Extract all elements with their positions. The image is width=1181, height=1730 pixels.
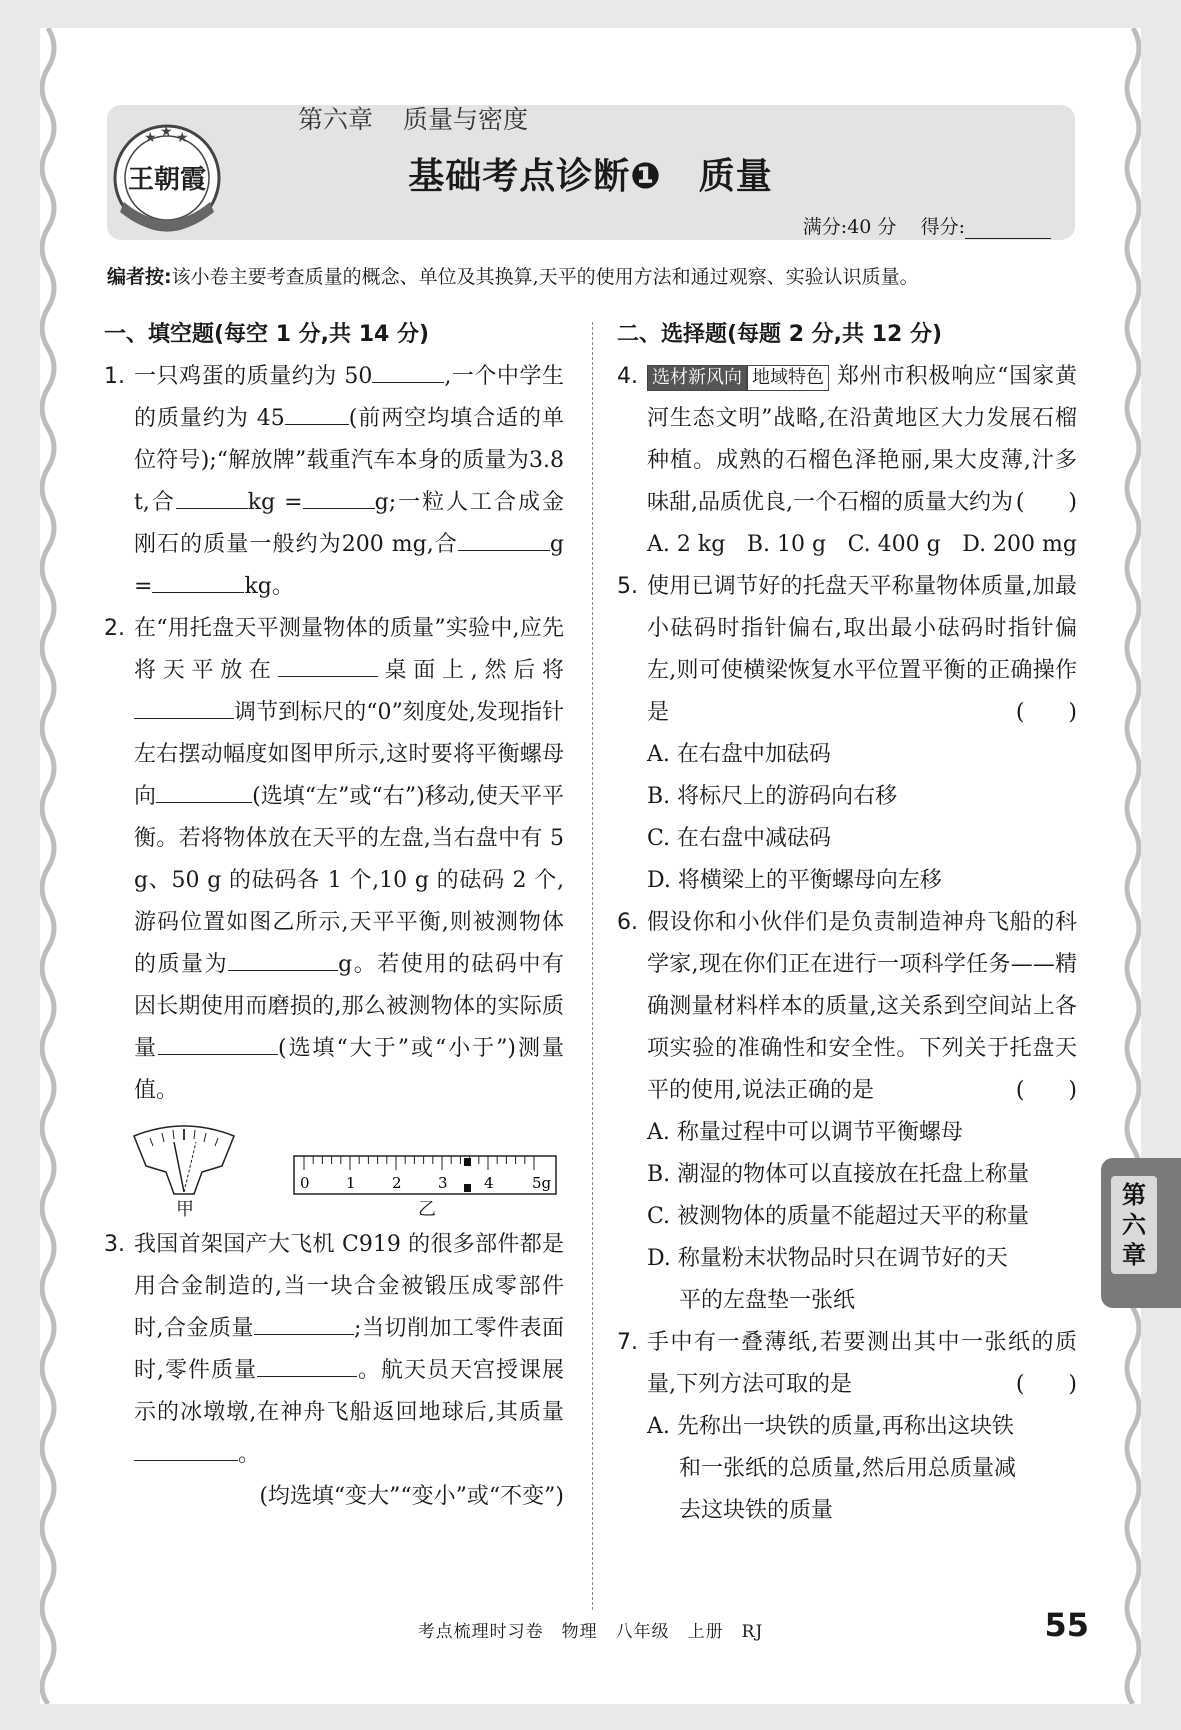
score-line — [803, 212, 1051, 239]
question-number: 5. — [617, 574, 638, 599]
answer-paren[interactable]: ( ) — [1015, 1078, 1077, 1103]
q2-text: g。若使用的砝码中有因长期使用而磨损的,那么被测物体的实际质量 — [134, 952, 564, 1061]
question-5 — [617, 566, 1077, 734]
ruler-labels — [300, 1174, 552, 1192]
q3-text: ;当切削加工零件表面时,零件质量 — [134, 1316, 564, 1383]
editor-note-text: 该小卷主要考查质量的概念、单位及其换算,天平的使用方法和通过观察、实验认识质量。 — [171, 266, 919, 288]
column-divider — [592, 322, 593, 1610]
footer-text: 考点梳理时习卷 物理 八年级 上册 RJ — [417, 1622, 764, 1642]
q1-text: (前两空均填合适的单位符号);“解放牌”载重汽车本身的质量为3.8 t,合 — [134, 406, 564, 515]
q1-blank-4[interactable] — [303, 482, 375, 509]
chapter-side-tab[interactable] — [1101, 1158, 1181, 1308]
figures-jia-yi — [104, 1112, 564, 1224]
answer-paren[interactable]: ( ) — [1015, 1372, 1077, 1397]
ruler-label: 3 — [438, 1174, 448, 1192]
ruler-scale-figure — [292, 1154, 560, 1198]
q3-text: 。航天员天宫授课展示的冰墩墩,在神舟飞船返回地球后,其质量 — [134, 1358, 564, 1425]
question-number: 2. — [104, 616, 125, 641]
q3-note: (均选填“变大”“变小”或“不变”) — [259, 1484, 564, 1509]
side-tab-label: 第六章 — [1111, 1176, 1157, 1274]
editor-note — [107, 262, 1087, 289]
ruler-label: 2 — [392, 1174, 402, 1192]
q7-option-a-cont: 去这块铁的质量 — [679, 1498, 834, 1523]
q6-option-d[interactable]: D. 称量粉末状物品时只在调节好的天 — [647, 1246, 1008, 1271]
q7-option-a-cont: 和一张纸的总质量,然后用总质量减 — [679, 1456, 1016, 1481]
question-number: 1. — [104, 364, 125, 389]
q2-text: (选填“左”或“右”)移动,使天平平衡。若将物体放在天平的左盘,当右盘中有 5 g、50 g 的砝码各 1 个,10 g 的砝码 2 个,游码位置如图乙所示,天平平衡,则被测物体的质量为 — [134, 784, 564, 977]
q7-text: 手中有一叠薄纸,若要测出其中一张纸的质量,下列方法可取的是 — [647, 1330, 1077, 1397]
tag-regional: 地域特色 — [747, 365, 829, 391]
q6-text: 假设你和小伙伴们是负责制造神舟飞船的科学家,现在你们正在进行一项科学任务——精确测量材料样本的质量,这关系到空间站上各项实验的准确性和安全性。下列关于托盘天平的使用,说法正确的是 — [647, 910, 1077, 1103]
q4-option-b[interactable]: B. 10 g — [746, 532, 827, 557]
chapter-line — [298, 100, 550, 136]
q6-option-c[interactable]: C. 被测物体的质量不能超过天平的称量 — [647, 1204, 1030, 1229]
q2-text: (选填“大于”或“小于”)测量值。 — [134, 1036, 564, 1103]
tag-new-material: 选材新风向 — [647, 365, 747, 391]
q1-blank-5[interactable] — [458, 524, 550, 551]
svg-text:★: ★ — [144, 130, 157, 146]
page-number: 55 — [1044, 1606, 1089, 1644]
question-7 — [617, 1322, 1077, 1406]
svg-text:★: ★ — [160, 124, 173, 140]
q1-text: g = — [134, 532, 564, 599]
q5-option-c[interactable]: C. 在右盘中减砝码 — [647, 826, 832, 851]
question-4 — [617, 356, 1077, 524]
q5-option-d[interactable]: D. 将横梁上的平衡螺母向左移 — [647, 868, 942, 893]
q1-blank-6[interactable] — [152, 566, 244, 593]
q2-text: 在“用托盘天平测量物体的质量”实验中,应先将天平放在 — [134, 616, 564, 683]
q4-options — [617, 524, 1077, 566]
q4-option-a[interactable]: A. 2 kg — [647, 532, 726, 557]
section1-title: 一、填空题(每空 1 分,共 14 分) — [104, 322, 430, 347]
right-column — [617, 314, 1077, 1532]
q2-blank-2[interactable] — [134, 692, 234, 719]
q2-text: 调节到标尺的“0”刻度处,发现指针左右摆动幅度如图甲所示,这时要将平衡螺母向 — [134, 700, 564, 809]
q1-text: g;一粒人工合成金刚石的质量一般约为200 mg,合 — [134, 490, 564, 557]
question-number: 6. — [617, 910, 638, 935]
pointer-scale-figure — [132, 1122, 236, 1196]
q5-text: 使用已调节好的托盘天平称量物体质量,加最小砝码时指针偏右,取出最小砝码时指针偏左,则可使横梁恢复水平位置平衡的正确操作是 — [647, 574, 1077, 725]
chapter-number: 第六章 — [298, 105, 374, 134]
ruler-label: 0 — [300, 1174, 310, 1192]
q3-text: 我国首架国产大飞机 C919 的很多部件都是用合金制造的,当一块合金被锻压成零部件时,合金质量 — [134, 1232, 564, 1341]
wavy-border-left — [40, 28, 80, 1704]
wavy-border-right — [1101, 28, 1141, 1704]
answer-paren[interactable]: ( ) — [1015, 700, 1077, 725]
q3-blank-2[interactable] — [257, 1350, 357, 1377]
question-2 — [104, 608, 564, 1112]
figure-label-jia: 甲 — [176, 1199, 194, 1220]
q6-option-d-cont: 平的左盘垫一张纸 — [679, 1288, 856, 1313]
q1-blank-2[interactable] — [285, 398, 349, 425]
q4-option-c[interactable]: C. 400 g — [847, 532, 941, 557]
ruler-label: 5g — [532, 1174, 552, 1192]
section2-title: 二、选择题(每题 2 分,共 12 分) — [617, 322, 943, 347]
q1-blank-1[interactable] — [372, 356, 444, 383]
q1-text: kg。 — [244, 574, 294, 599]
ruler-label: 1 — [346, 1174, 356, 1192]
svg-text:★: ★ — [176, 130, 189, 146]
answer-paren[interactable]: ( ) — [1015, 490, 1077, 515]
q1-blank-3[interactable] — [176, 482, 248, 509]
q3-blank-1[interactable] — [254, 1308, 354, 1335]
question-number: 7. — [617, 1330, 638, 1355]
question-1 — [104, 356, 564, 608]
q3-text: 。 — [238, 1442, 261, 1467]
q1-text: ,一个中学生的质量约为 45 — [134, 364, 564, 431]
q2-blank-3[interactable] — [156, 776, 252, 803]
q2-text: 桌面上,然后将 — [377, 658, 564, 683]
q1-text: 一只鸡蛋的质量约为 50 — [134, 364, 373, 389]
q6-option-a[interactable]: A. 称量过程中可以调节平衡螺母 — [647, 1120, 963, 1145]
q2-blank-4[interactable] — [228, 944, 338, 971]
question-number: 3. — [104, 1232, 125, 1257]
ruler-label: 4 — [484, 1174, 494, 1192]
question-3 — [104, 1224, 564, 1518]
question-number: 4. — [617, 364, 638, 389]
q4-text: 郑州市积极响应“国家黄河生态文明”战略,在沿黄地区大力发展石榴种植。成熟的石榴色泽艳丽,果大皮薄,汁多味甜,品质优良,一个石榴的质量大约为 — [647, 364, 1078, 515]
q7-option-a[interactable]: A. 先称出一块铁的质量,再称出这块铁 — [647, 1414, 1014, 1439]
q6-option-b[interactable]: B. 潮湿的物体可以直接放在托盘上称量 — [647, 1162, 1030, 1187]
chapter-topic: 质量与密度 — [402, 105, 528, 134]
editor-note-label: 编者按: — [107, 266, 172, 288]
q5-option-b[interactable]: B. 将标尺上的游码向右移 — [647, 784, 898, 809]
q2-blank-5[interactable] — [158, 1028, 278, 1055]
score-label: 得分: — [920, 216, 965, 238]
q4-option-d[interactable]: D. 200 mg — [962, 532, 1077, 557]
figure-label-yi: 乙 — [418, 1199, 436, 1220]
full-score: 满分:40 分 — [802, 216, 897, 238]
q1-text: kg = — [247, 490, 303, 515]
q3-blank-3[interactable] — [134, 1434, 238, 1461]
left-column — [104, 314, 564, 1518]
question-6 — [617, 902, 1077, 1112]
logo-text: 王朝霞 — [127, 165, 207, 195]
score-blank[interactable] — [965, 220, 1051, 239]
q2-blank-1[interactable] — [278, 650, 378, 677]
page-title: 基础考点诊断❶ 质量 — [408, 156, 773, 197]
q5-option-a[interactable]: A. 在右盘中加砝码 — [647, 742, 831, 767]
